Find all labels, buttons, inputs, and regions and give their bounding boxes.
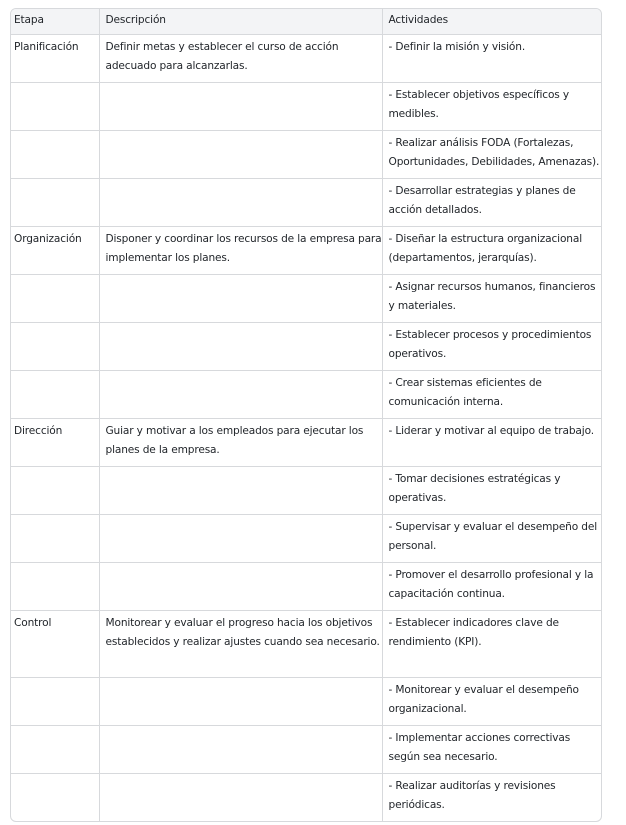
cell-actividad: - Monitorear y evaluar el desempeño organizacional. [382,677,601,725]
header-descripcion: Descripción [99,9,382,34]
cell-etapa [11,178,99,226]
cell-actividad: - Supervisar y evaluar el desempeño del personal. [382,514,601,562]
stages-table [11,9,601,821]
cell-actividad: - Establecer procesos y procedimientos operativos. [382,322,601,370]
stages-table-container [10,8,602,822]
table-row [11,82,601,130]
cell-actividad: - Establecer objetivos específicos y medibles. [382,82,601,130]
cell-descripcion [99,466,382,514]
cell-actividad: - Desarrollar estrategias y planes de acción detallados. [382,178,601,226]
cell-etapa: Planificación [11,34,99,82]
table-row [11,514,601,562]
cell-descripcion: Definir metas y establecer el curso de acción adecuado para alcanzarlas. [99,34,382,82]
cell-descripcion [99,725,382,773]
cell-etapa [11,370,99,418]
cell-etapa [11,677,99,725]
cell-etapa [11,773,99,821]
table-row [11,130,601,178]
cell-etapa [11,562,99,610]
table-row [11,610,601,677]
cell-etapa [11,322,99,370]
cell-actividad: - Establecer indicadores clave de rendimiento (KPI). [382,610,601,677]
cell-descripcion [99,274,382,322]
cell-descripcion [99,130,382,178]
table-row [11,322,601,370]
cell-etapa: Dirección [11,418,99,466]
cell-descripcion: Disponer y coordinar los recursos de la empresa para implementar los planes. [99,226,382,274]
table-row [11,418,601,466]
cell-descripcion: Guiar y motivar a los empleados para ejecutar los planes de la empresa. [99,418,382,466]
cell-etapa: Control [11,610,99,677]
cell-descripcion [99,370,382,418]
table-header-row [11,9,601,34]
cell-etapa [11,82,99,130]
table-row [11,773,601,821]
header-etapa: Etapa [11,9,99,34]
cell-actividad: - Diseñar la estructura organizacional (departamentos, jerarquías). [382,226,601,274]
cell-descripcion [99,178,382,226]
cell-descripcion: Monitorear y evaluar el progreso hacia los objetivos establecidos y realizar ajustes cuando sea necesario. [99,610,382,677]
cell-etapa [11,274,99,322]
cell-actividad: - Implementar acciones correctivas según sea necesario. [382,725,601,773]
cell-descripcion [99,82,382,130]
table-row [11,677,601,725]
cell-etapa [11,466,99,514]
cell-etapa: Organización [11,226,99,274]
cell-actividad: - Crear sistemas eficientes de comunicación interna. [382,370,601,418]
table-row [11,274,601,322]
table-row [11,466,601,514]
cell-actividad: - Realizar auditorías y revisiones periódicas. [382,773,601,821]
table-row [11,34,601,82]
cell-actividad: - Asignar recursos humanos, financieros y materiales. [382,274,601,322]
cell-descripcion [99,514,382,562]
cell-actividad: - Liderar y motivar al equipo de trabajo. [382,418,601,466]
table-row [11,562,601,610]
cell-actividad: - Promover el desarrollo profesional y la capacitación continua. [382,562,601,610]
cell-etapa [11,725,99,773]
table-row [11,226,601,274]
cell-descripcion [99,322,382,370]
cell-actividad: - Definir la misión y visión. [382,34,601,82]
cell-descripcion [99,773,382,821]
cell-actividad: - Tomar decisiones estratégicas y operativas. [382,466,601,514]
cell-descripcion [99,677,382,725]
table-row [11,725,601,773]
table-row [11,370,601,418]
cell-etapa [11,514,99,562]
cell-etapa [11,130,99,178]
cell-actividad: - Realizar análisis FODA (Fortalezas, Oportunidades, Debilidades, Amenazas). [382,130,601,178]
header-actividades: Actividades [382,9,601,34]
cell-descripcion [99,562,382,610]
table-row [11,178,601,226]
